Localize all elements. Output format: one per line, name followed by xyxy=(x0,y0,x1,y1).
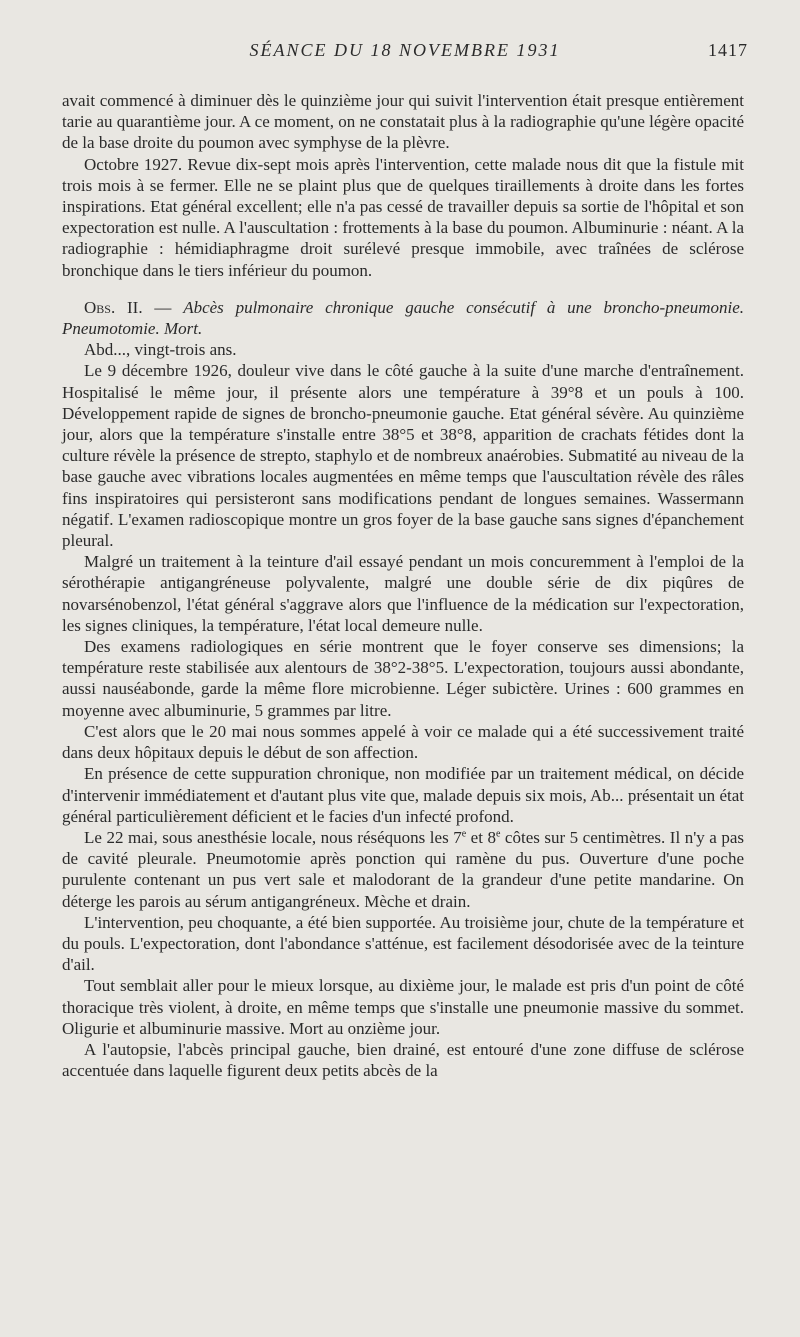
observation-label: Obs. II. — xyxy=(84,297,172,317)
text-run: et 8 xyxy=(466,827,496,847)
text-run: Le 22 mai, sous anesthésie locale, nous réséquons les 7 xyxy=(84,827,462,847)
text-run: côtes sur 5 centimètres. Il n'y a pas de cavité pleurale. Pneumotomie après ponction qui ramène du pus. Ouverture d'une poche purulente contenant un pus vert sale et malodorant de la grandeur d'une petite mandarine. On déterge les parois au sérum antigangréneux. Mèche et drain. xyxy=(62,827,744,911)
superscript: e xyxy=(495,828,501,840)
paragraph: Des examens radiologiques en série montrent que le foyer conserve ses dimensions; la température reste stabilisée aux alentours de 38°2-38°5. L'expectoration, toujours aussi abondante, aussi nauséabonde, garde la même flore microbienne. Léger subictère. Urines : 600 grammes en moyenne avec albuminurie, 5 grammes par litre. xyxy=(62,637,744,720)
observation-heading xyxy=(62,297,744,339)
paragraph: A l'autopsie, l'abcès principal gauche, bien drainé, est entouré d'une zone diffuse de sclérose accentuée dans laquelle figurent deux petits abcès de la xyxy=(62,1039,744,1081)
paragraph: L'intervention, peu choquante, a été bien supportée. Au troisième jour, chute de la température et du pouls. L'expectoration, dont l'abondance s'atténue, est facilement désodorisée avec de la teinture d'ail. xyxy=(62,912,744,975)
paragraph: Tout semblait aller pour le mieux lorsque, au dixième jour, le malade est pris d'un point de côté thoracique très violent, à droite, en même temps que s'installe une pneumonie massive du sommet. Oligurie et albuminurie massive. Mort au onzième jour. xyxy=(62,976,744,1038)
paragraph: Malgré un traitement à la teinture d'ail essayé pendant un mois concuremment à l'emploi de la sérothérapie antigangréneuse polyvalente, malgré une double série de dix piqûres de novarsénobenzol, l'état général s'aggrave alors que l'influence de la médication sur l'expectoration, les signes cliniques, la température, l'état local demeure nulle. xyxy=(62,552,744,635)
running-title: SÉANCE DU 18 NOVEMBRE 1931 xyxy=(249,40,561,60)
body-text xyxy=(62,90,744,1081)
page-number: 1417 xyxy=(708,40,748,60)
paragraph: Octobre 1927. Revue dix-sept mois après l'intervention, cette malade nous dit que la fistule mit trois mois à se fermer. Elle ne se plaint plus que de quelques tiraillements à droite dans les fortes inspirations. Etat général excellent; elle n'a pas cessé de travailler depuis sa sortie de l'hôpital et son expectoration est nulle. A l'auscultation : frottements à la base du poumon. Albuminurie : néant. A la radiographie : hémidiaphragme droit surélevé presque immobile, avec traînées de sclérose bronchique dans le tiers inférieur du poumon. xyxy=(62,154,744,280)
paragraph: En présence de cette suppuration chronique, non modifiée par un traitement médical, on décide d'intervenir immédiatement et d'autant plus vite que, malade depuis six mois, Ab... présentait un état général particulièrement déficient et le facies d'un infecté profond. xyxy=(62,764,744,826)
paragraph xyxy=(62,827,744,912)
running-header xyxy=(62,40,748,66)
observation-title: Abcès pulmonaire chronique gauche consécutif à une broncho-pneumonie. Pneumotomie. Mort. xyxy=(62,297,745,339)
paragraph: C'est alors que le 20 mai nous sommes appelé à voir ce malade qui a été successivement traité dans deux hôpitaux depuis le début de son affection. xyxy=(62,721,744,763)
paragraph: avait commencé à diminuer dès le quinzième jour qui suivit l'intervention était presque entièrement tarie au quarantième jour. A ce moment, on ne constatait plus à la radiographie qu'une légère opacité de la base droite du poumon avec symphyse de la plèvre. xyxy=(62,91,744,153)
paragraph: Le 9 décembre 1926, douleur vive dans le côté gauche à la suite d'une marche d'entraînement. Hospitalisé le même jour, il présente alors une température à 39°8 et un pouls à 100. Développement rapide de signes de broncho-pneumonie gauche. Etat général sévère. Au quinzième jour, alors que la température s'installe entre 38°5 et 38°8, apparition de crachats fétides dont la culture révèle la présence de strepto, staphylo et de nombreux anaérobies. Submatité au niveau de la base gauche avec vibrations locales augmentées en même temps que l'auscultation révèle des râles fins inspiratoires qui persisteront sans modifications pendant de longues semaines. Wassermann négatif. L'examen radioscopique montre un gros foyer de la base gauche sans signes d'épanchement pleural. xyxy=(62,361,744,551)
superscript: e xyxy=(461,828,467,840)
paragraph: Abd..., vingt-trois ans. xyxy=(84,340,237,360)
